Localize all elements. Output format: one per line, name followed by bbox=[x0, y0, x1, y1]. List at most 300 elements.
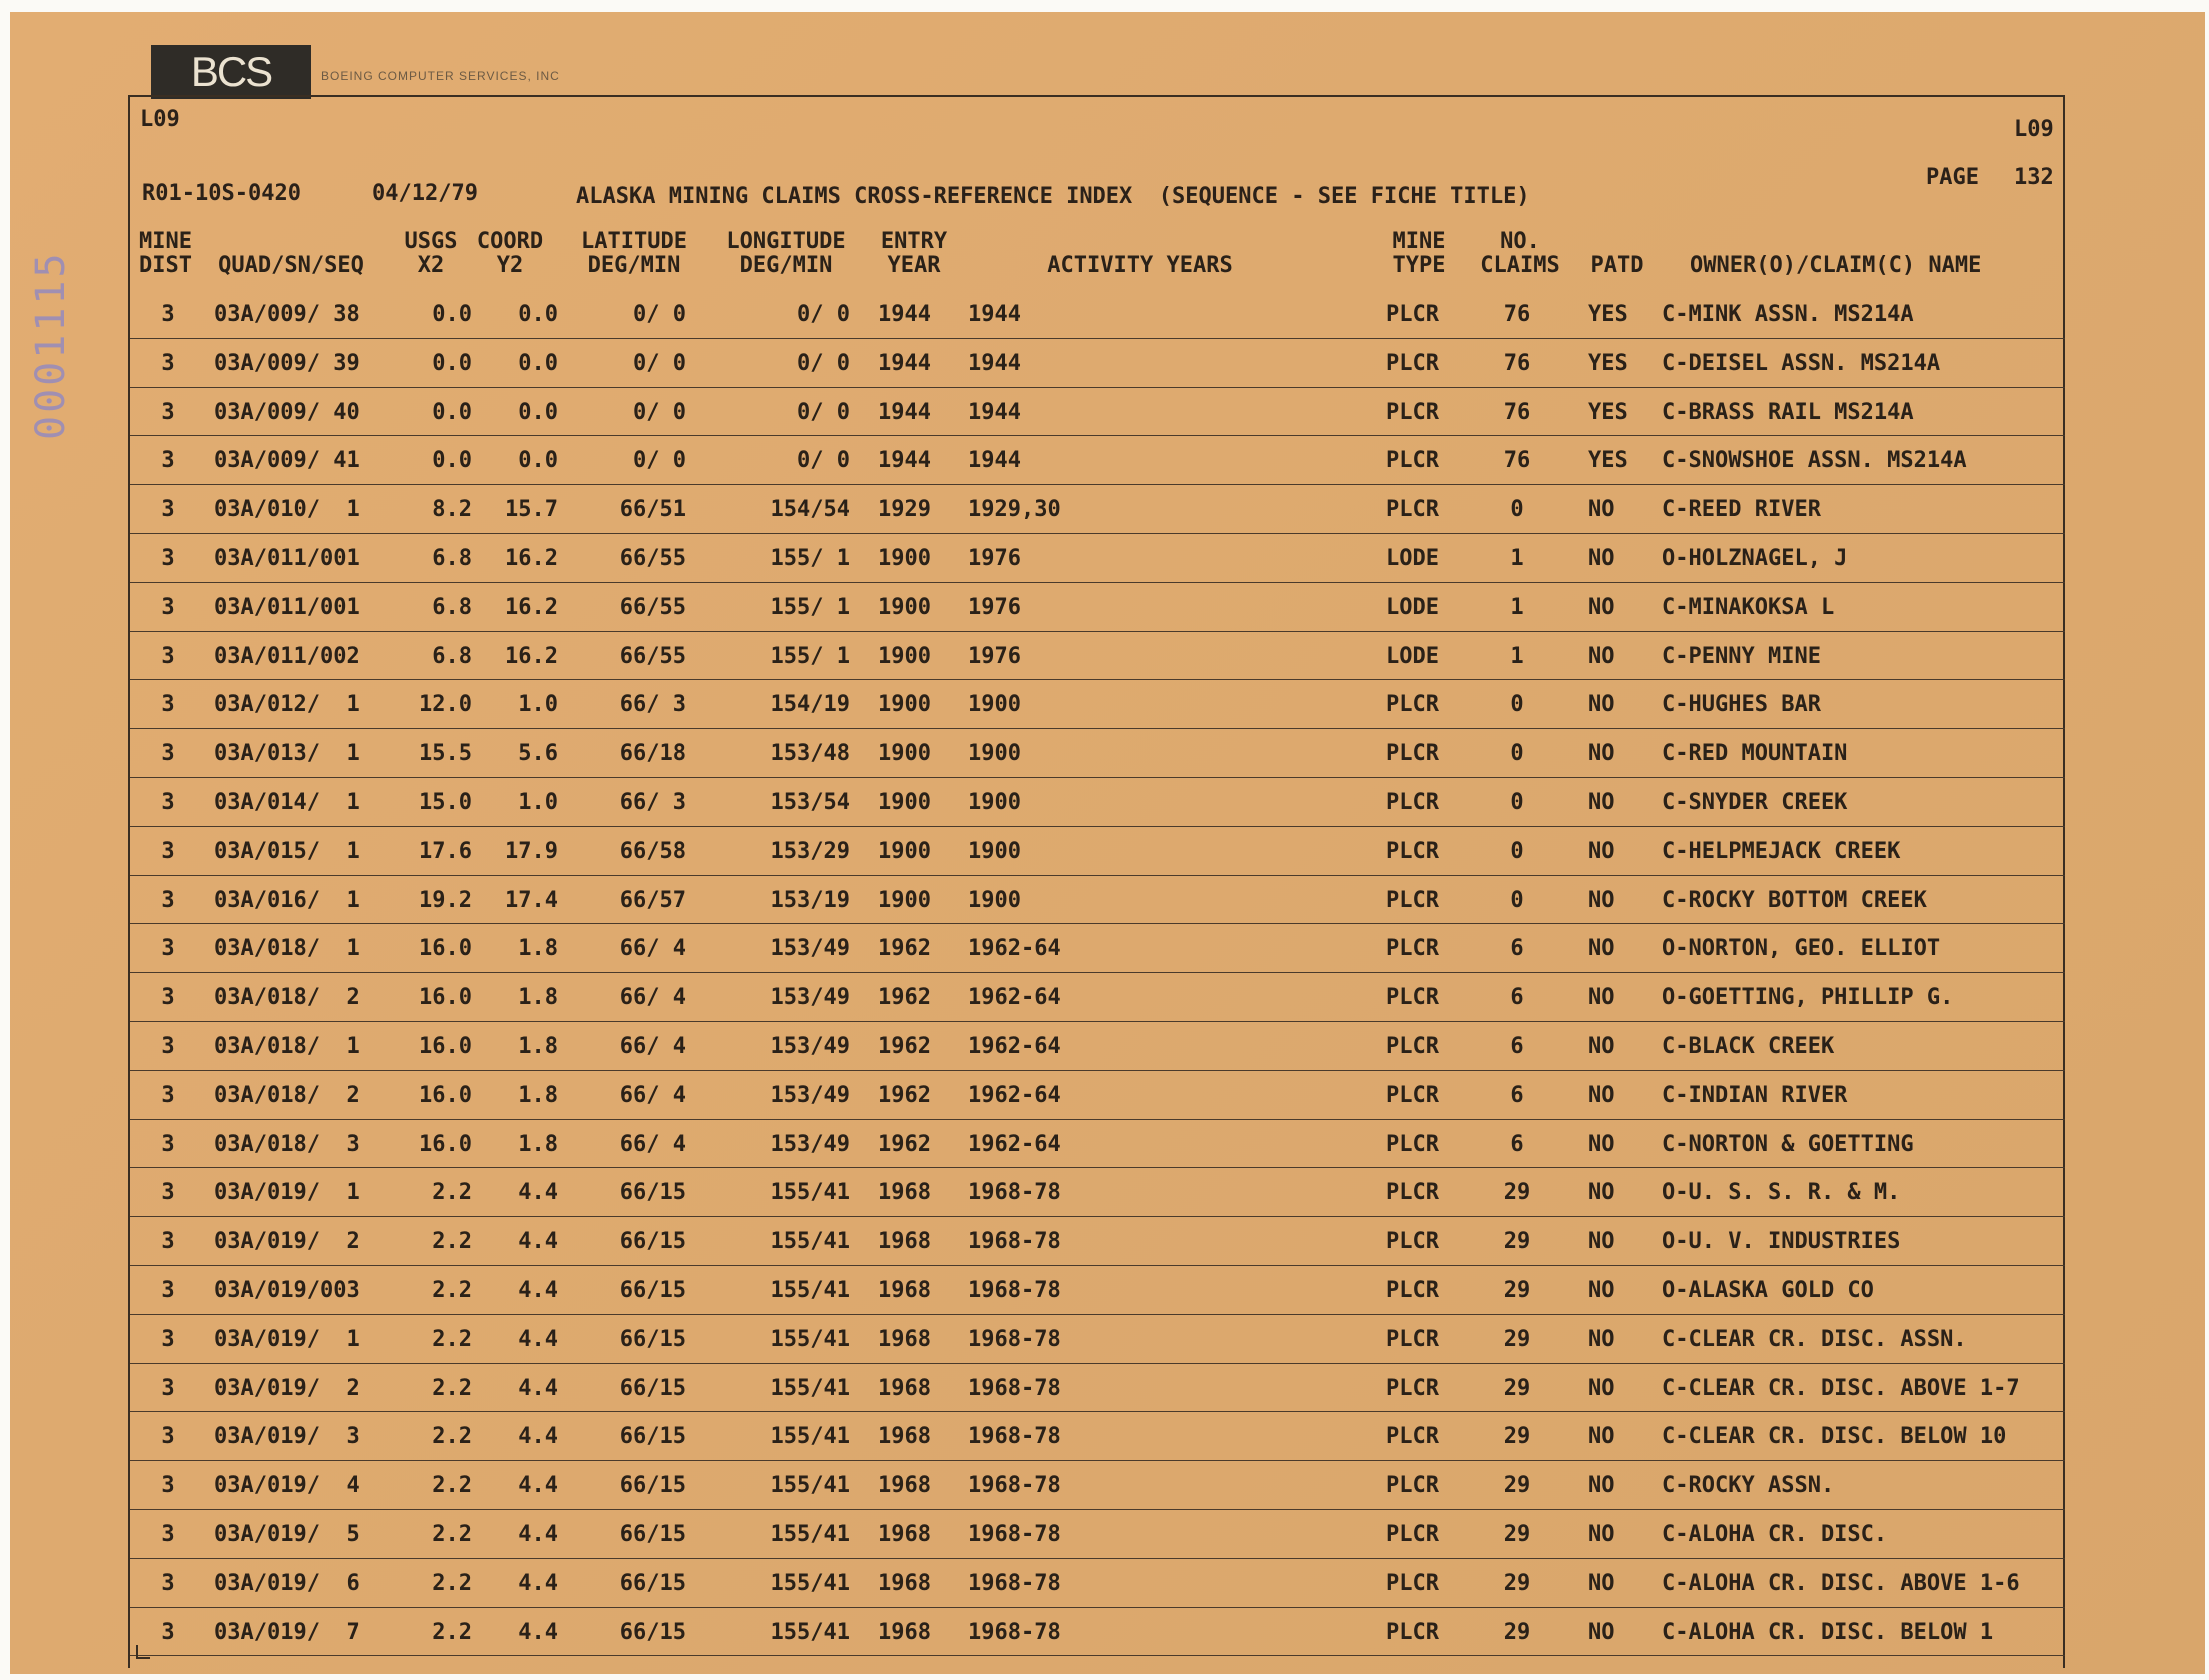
cell-x2: 2.2 bbox=[432, 1521, 472, 1547]
cell-y2: 4.4 bbox=[518, 1229, 558, 1255]
cell-y2: 4.4 bbox=[518, 1424, 558, 1450]
cell-x2: 15.0 bbox=[419, 789, 472, 815]
cell-patd: NO bbox=[1588, 1473, 1615, 1499]
cell-longitude: 155/41 bbox=[770, 1375, 850, 1401]
cell-y2: 1.8 bbox=[518, 1033, 558, 1059]
table-row bbox=[130, 1412, 2065, 1461]
cell-activity-years: 1944 bbox=[968, 399, 1021, 425]
cell-owner-claim-name: O-U. S. S. R. & M. bbox=[1662, 1180, 1901, 1206]
cell-latitude: 66/15 bbox=[619, 1521, 686, 1547]
cell-claims: 29 bbox=[1503, 1424, 1531, 1450]
cell-y2: 5.6 bbox=[518, 741, 558, 767]
cell-x2: 12.0 bbox=[419, 692, 472, 718]
cell-entry-year: 1968 bbox=[878, 1521, 931, 1547]
col-mine-dist-1: MINE bbox=[139, 229, 192, 254]
cell-patd: NO bbox=[1588, 1424, 1615, 1450]
cell-mine-dist: 3 bbox=[161, 1619, 175, 1645]
cell-y2: 4.4 bbox=[518, 1570, 558, 1596]
cell-longitude: 155/41 bbox=[770, 1424, 850, 1450]
cell-mine-type: PLCR bbox=[1386, 497, 1439, 523]
cell-x2: 16.0 bbox=[419, 1131, 472, 1157]
cell-entry-year: 1900 bbox=[878, 594, 931, 620]
cell-mine-type: PLCR bbox=[1386, 1180, 1439, 1206]
cell-longitude: 155/ 1 bbox=[770, 545, 850, 571]
cell-mine-type: PLCR bbox=[1386, 1473, 1439, 1499]
cell-longitude: 155/41 bbox=[770, 1473, 850, 1499]
col-lat-1: LATITUDE bbox=[581, 229, 687, 254]
cell-activity-years: 1968-78 bbox=[968, 1570, 1061, 1596]
cell-patd: NO bbox=[1588, 985, 1615, 1011]
cell-x2: 2.2 bbox=[432, 1570, 472, 1596]
cell-longitude: 155/41 bbox=[770, 1326, 850, 1352]
table-row bbox=[130, 1315, 2065, 1364]
col-activity bbox=[1040, 230, 1240, 278]
cell-activity-years: 1968-78 bbox=[968, 1326, 1061, 1352]
cell-owner-claim-name: C-MINAKOKSA L bbox=[1662, 594, 1835, 620]
cell-mine-dist: 3 bbox=[161, 350, 175, 376]
cell-owner-claim-name: C-HUGHES BAR bbox=[1662, 692, 1821, 718]
cell-quad: 03A/009/ 39 bbox=[214, 350, 360, 376]
cell-x2: 16.0 bbox=[419, 1082, 472, 1108]
cell-longitude: 155/41 bbox=[770, 1277, 850, 1303]
cell-quad: 03A/010/ 1 bbox=[214, 497, 360, 523]
cell-claims: 1 bbox=[1510, 594, 1524, 620]
table-row bbox=[130, 1364, 2065, 1413]
cell-patd: NO bbox=[1588, 1131, 1615, 1157]
cell-quad: 03A/019/ 6 bbox=[214, 1570, 360, 1596]
cell-longitude: 153/49 bbox=[770, 1082, 850, 1108]
claims-table bbox=[130, 290, 2065, 1656]
cell-latitude: 66/15 bbox=[619, 1277, 686, 1303]
cell-quad: 03A/018/ 1 bbox=[214, 936, 360, 962]
cell-longitude: 153/49 bbox=[770, 936, 850, 962]
cell-owner-claim-name: C-CLEAR CR. DISC. ASSN. bbox=[1662, 1326, 1967, 1352]
cell-longitude: 155/ 1 bbox=[770, 643, 850, 669]
col-x2-2: X2 bbox=[417, 253, 445, 278]
report-date: 04/12/79 bbox=[372, 181, 478, 206]
cell-mine-type: PLCR bbox=[1386, 1277, 1439, 1303]
cell-owner-claim-name: C-DEISEL ASSN. MS214A bbox=[1662, 350, 1941, 376]
cell-mine-dist: 3 bbox=[161, 594, 175, 620]
cell-claims: 6 bbox=[1510, 1033, 1524, 1059]
cell-latitude: 66/ 4 bbox=[619, 936, 686, 962]
cell-quad: 03A/019/ 7 bbox=[214, 1619, 360, 1645]
cell-claims: 76 bbox=[1503, 448, 1531, 474]
cell-mine-dist: 3 bbox=[161, 1521, 175, 1547]
cell-mine-type: PLCR bbox=[1386, 1375, 1439, 1401]
col-owner bbox=[1690, 230, 2020, 278]
cell-patd: NO bbox=[1588, 936, 1615, 962]
cell-quad: 03A/019/ 1 bbox=[214, 1180, 360, 1206]
bcs-logo: BCS bbox=[151, 45, 311, 99]
cell-claims: 0 bbox=[1510, 838, 1524, 864]
cell-quad: 03A/011/001 bbox=[214, 545, 360, 571]
cell-quad: 03A/009/ 41 bbox=[214, 448, 360, 474]
cell-patd: NO bbox=[1588, 1521, 1615, 1547]
cell-mine-dist: 3 bbox=[161, 692, 175, 718]
col-lon-1: LONGITUDE bbox=[726, 229, 846, 254]
cell-quad: 03A/009/ 40 bbox=[214, 399, 360, 425]
cell-mine-dist: 3 bbox=[161, 741, 175, 767]
col-quad-2: QUAD/SN/SEQ bbox=[218, 253, 364, 278]
cell-mine-dist: 3 bbox=[161, 1473, 175, 1499]
cell-y2: 1.0 bbox=[518, 789, 558, 815]
cell-mine-type: PLCR bbox=[1386, 692, 1439, 718]
cell-x2: 8.2 bbox=[432, 497, 472, 523]
cell-owner-claim-name: C-MINK ASSN. MS214A bbox=[1662, 302, 1914, 327]
cell-longitude: 0/ 0 bbox=[797, 350, 850, 376]
cell-entry-year: 1900 bbox=[878, 741, 931, 767]
cell-latitude: 66/15 bbox=[619, 1570, 686, 1596]
cell-latitude: 66/15 bbox=[619, 1619, 686, 1645]
cell-mine-type: LODE bbox=[1386, 545, 1439, 571]
cell-patd: NO bbox=[1588, 594, 1615, 620]
cell-mine-type: PLCR bbox=[1386, 789, 1439, 815]
cell-owner-claim-name: C-ALOHA CR. DISC. ABOVE 1-6 bbox=[1662, 1570, 2020, 1596]
cell-mine-type: PLCR bbox=[1386, 1082, 1439, 1108]
col-claims-2: CLAIMS bbox=[1480, 253, 1560, 278]
cell-owner-claim-name: O-U. V. INDUSTRIES bbox=[1662, 1229, 1901, 1255]
cell-activity-years: 1968-78 bbox=[968, 1521, 1061, 1547]
cell-owner-claim-name: O-HOLZNAGEL, J bbox=[1662, 545, 1848, 571]
cell-latitude: 66/58 bbox=[619, 838, 686, 864]
col-claims bbox=[1472, 230, 1568, 278]
cell-entry-year: 1944 bbox=[878, 350, 931, 376]
cell-x2: 2.2 bbox=[432, 1375, 472, 1401]
table-row bbox=[130, 1120, 2065, 1169]
cell-quad: 03A/019/003 bbox=[214, 1277, 360, 1303]
cell-owner-claim-name: C-SNYDER CREEK bbox=[1662, 789, 1848, 815]
cell-entry-year: 1900 bbox=[878, 643, 931, 669]
cell-y2: 17.4 bbox=[505, 887, 558, 913]
cell-quad: 03A/015/ 1 bbox=[214, 838, 360, 864]
col-type-2: TYPE bbox=[1392, 253, 1446, 278]
cell-y2: 0.0 bbox=[518, 448, 558, 474]
cell-longitude: 155/41 bbox=[770, 1521, 850, 1547]
cell-x2: 19.2 bbox=[419, 887, 472, 913]
cell-y2: 16.2 bbox=[505, 643, 558, 669]
cell-y2: 16.2 bbox=[505, 545, 558, 571]
cell-activity-years: 1976 bbox=[968, 594, 1021, 620]
cell-owner-claim-name: C-CLEAR CR. DISC. ABOVE 1-7 bbox=[1662, 1375, 2020, 1401]
cell-latitude: 0/ 0 bbox=[633, 399, 686, 425]
cell-patd: YES bbox=[1588, 350, 1628, 376]
cell-x2: 0.0 bbox=[432, 302, 472, 327]
cell-y2: 16.2 bbox=[505, 594, 558, 620]
cell-activity-years: 1976 bbox=[968, 643, 1021, 669]
col-entry-1: ENTRY bbox=[880, 229, 948, 254]
cell-activity-years: 1968-78 bbox=[968, 1180, 1061, 1206]
cell-entry-year: 1962 bbox=[878, 936, 931, 962]
table-row bbox=[130, 1559, 2065, 1608]
table-row bbox=[130, 1168, 2065, 1217]
cell-y2: 4.4 bbox=[518, 1375, 558, 1401]
col-patd-2: PATD bbox=[1590, 253, 1644, 278]
cell-claims: 29 bbox=[1503, 1277, 1531, 1303]
cell-entry-year: 1968 bbox=[878, 1277, 931, 1303]
cell-latitude: 66/57 bbox=[619, 887, 686, 913]
cell-owner-claim-name: C-BLACK CREEK bbox=[1662, 1033, 1835, 1059]
cell-activity-years: 1968-78 bbox=[968, 1229, 1061, 1255]
cell-mine-type: LODE bbox=[1386, 594, 1439, 620]
col-owner-2: OWNER(O)/CLAIM(C) NAME bbox=[1690, 253, 1982, 278]
cell-mine-dist: 3 bbox=[161, 448, 175, 474]
cell-entry-year: 1968 bbox=[878, 1424, 931, 1450]
cell-mine-type: PLCR bbox=[1386, 399, 1439, 425]
table-row bbox=[130, 1461, 2065, 1510]
cell-mine-dist: 3 bbox=[161, 838, 175, 864]
cell-patd: NO bbox=[1588, 789, 1615, 815]
cell-y2: 0.0 bbox=[518, 399, 558, 425]
cell-latitude: 0/ 0 bbox=[633, 302, 686, 327]
cell-claims: 29 bbox=[1503, 1521, 1531, 1547]
cell-quad: 03A/016/ 1 bbox=[214, 887, 360, 913]
cell-activity-years: 1900 bbox=[968, 789, 1021, 815]
cell-x2: 2.2 bbox=[432, 1619, 472, 1645]
cell-claims: 0 bbox=[1510, 497, 1524, 523]
cell-patd: YES bbox=[1588, 302, 1628, 327]
cell-entry-year: 1900 bbox=[878, 838, 931, 864]
cell-y2: 4.4 bbox=[518, 1277, 558, 1303]
cell-quad: 03A/012/ 1 bbox=[214, 692, 360, 718]
cell-entry-year: 1944 bbox=[878, 399, 931, 425]
cell-mine-dist: 3 bbox=[161, 1180, 175, 1206]
cell-mine-dist: 3 bbox=[161, 1131, 175, 1157]
cell-quad: 03A/018/ 1 bbox=[214, 1033, 360, 1059]
cell-mine-dist: 3 bbox=[161, 1277, 175, 1303]
cell-y2: 4.4 bbox=[518, 1473, 558, 1499]
col-entry bbox=[874, 230, 954, 278]
cell-y2: 0.0 bbox=[518, 350, 558, 376]
cell-entry-year: 1900 bbox=[878, 545, 931, 571]
cell-claims: 29 bbox=[1503, 1229, 1531, 1255]
cell-activity-years: 1968-78 bbox=[968, 1619, 1061, 1645]
cell-patd: NO bbox=[1588, 838, 1615, 864]
report-title: ALASKA MINING CLAIMS CROSS-REFERENCE INDEX (SEQUENCE - SEE FICHE TITLE) bbox=[576, 184, 1530, 209]
cell-entry-year: 1944 bbox=[878, 448, 931, 474]
cell-owner-claim-name: C-HELPMEJACK CREEK bbox=[1662, 838, 1901, 864]
table-row bbox=[130, 1266, 2065, 1315]
cell-mine-type: PLCR bbox=[1386, 448, 1439, 474]
table-row bbox=[130, 534, 2065, 583]
report-id: R01-10S-0420 bbox=[142, 181, 301, 206]
cell-entry-year: 1900 bbox=[878, 789, 931, 815]
cell-y2: 1.8 bbox=[518, 985, 558, 1011]
cell-activity-years: 1900 bbox=[968, 692, 1021, 718]
cell-longitude: 153/19 bbox=[770, 887, 850, 913]
table-row bbox=[130, 876, 2065, 925]
cell-mine-type: PLCR bbox=[1386, 1131, 1439, 1157]
cell-mine-type: PLCR bbox=[1386, 1229, 1439, 1255]
cell-quad: 03A/019/ 2 bbox=[214, 1229, 360, 1255]
cell-patd: NO bbox=[1588, 643, 1615, 669]
cell-y2: 1.8 bbox=[518, 936, 558, 962]
cell-activity-years: 1900 bbox=[968, 741, 1021, 767]
table-row bbox=[130, 1071, 2065, 1120]
cell-patd: NO bbox=[1588, 1570, 1615, 1596]
cell-owner-claim-name: C-BRASS RAIL MS214A bbox=[1662, 399, 1914, 425]
col-y2 bbox=[470, 230, 550, 278]
cell-activity-years: 1900 bbox=[968, 887, 1021, 913]
cell-entry-year: 1968 bbox=[878, 1473, 931, 1499]
col-activity-2: ACTIVITY YEARS bbox=[1047, 253, 1233, 278]
col-mine-dist bbox=[139, 230, 205, 278]
cell-claims: 0 bbox=[1510, 887, 1524, 913]
cell-y2: 15.7 bbox=[505, 497, 558, 523]
table-row bbox=[130, 1608, 2065, 1657]
cell-longitude: 155/41 bbox=[770, 1180, 850, 1206]
cell-quad: 03A/018/ 2 bbox=[214, 1082, 360, 1108]
cell-activity-years: 1944 bbox=[968, 350, 1021, 376]
cell-patd: NO bbox=[1588, 497, 1615, 523]
cell-latitude: 66/15 bbox=[619, 1473, 686, 1499]
col-lat-2: DEG/MIN bbox=[587, 253, 681, 278]
col-claims-1: NO. bbox=[1500, 229, 1540, 254]
cell-mine-dist: 3 bbox=[161, 887, 175, 913]
cell-entry-year: 1900 bbox=[878, 887, 931, 913]
cell-mine-dist: 3 bbox=[161, 985, 175, 1011]
cell-x2: 6.8 bbox=[432, 545, 472, 571]
table-row bbox=[130, 1510, 2065, 1559]
col-entry-2: YEAR bbox=[887, 253, 941, 278]
cell-mine-dist: 3 bbox=[161, 1082, 175, 1108]
cell-entry-year: 1968 bbox=[878, 1180, 931, 1206]
table-row bbox=[130, 973, 2065, 1022]
cell-mine-dist: 3 bbox=[161, 399, 175, 425]
cell-longitude: 153/49 bbox=[770, 1033, 850, 1059]
cell-latitude: 66/51 bbox=[619, 497, 686, 523]
col-lon bbox=[716, 230, 856, 278]
cell-latitude: 66/ 4 bbox=[619, 985, 686, 1011]
cell-activity-years: 1962-64 bbox=[968, 985, 1061, 1011]
cell-claims: 29 bbox=[1503, 1326, 1531, 1352]
col-type bbox=[1384, 230, 1454, 278]
cell-longitude: 153/49 bbox=[770, 1131, 850, 1157]
cell-latitude: 66/ 3 bbox=[619, 692, 686, 718]
cell-longitude: 155/41 bbox=[770, 1229, 850, 1255]
cell-x2: 16.0 bbox=[419, 1033, 472, 1059]
col-y2-1: COORD bbox=[476, 229, 544, 254]
cell-longitude: 153/29 bbox=[770, 838, 850, 864]
cell-entry-year: 1929 bbox=[878, 497, 931, 523]
cell-mine-dist: 3 bbox=[161, 302, 175, 327]
cell-mine-type: PLCR bbox=[1386, 1521, 1439, 1547]
page-label: PAGE bbox=[1926, 165, 1979, 190]
table-row bbox=[130, 827, 2065, 876]
cell-quad: 03A/018/ 2 bbox=[214, 985, 360, 1011]
cell-longitude: 153/48 bbox=[770, 741, 850, 767]
cell-y2: 1.0 bbox=[518, 692, 558, 718]
cell-x2: 2.2 bbox=[432, 1326, 472, 1352]
table-row bbox=[130, 1217, 2065, 1266]
cell-entry-year: 1968 bbox=[878, 1229, 931, 1255]
cell-mine-dist: 3 bbox=[161, 936, 175, 962]
cell-x2: 0.0 bbox=[432, 399, 472, 425]
page-number: 132 bbox=[2014, 165, 2054, 190]
cell-latitude: 66/ 4 bbox=[619, 1131, 686, 1157]
cell-mine-dist: 3 bbox=[161, 643, 175, 669]
cell-mine-dist: 3 bbox=[161, 1424, 175, 1450]
table-row bbox=[130, 485, 2065, 534]
cell-x2: 15.5 bbox=[419, 741, 472, 767]
cell-mine-dist: 3 bbox=[161, 1229, 175, 1255]
cell-x2: 2.2 bbox=[432, 1424, 472, 1450]
cell-longitude: 0/ 0 bbox=[797, 448, 850, 474]
cell-x2: 17.6 bbox=[419, 838, 472, 864]
cell-longitude: 0/ 0 bbox=[797, 399, 850, 425]
cell-activity-years: 1962-64 bbox=[968, 936, 1061, 962]
cell-latitude: 66/55 bbox=[619, 643, 686, 669]
col-y2-2: Y2 bbox=[496, 253, 524, 278]
cell-owner-claim-name: O-ALASKA GOLD CO bbox=[1662, 1277, 1874, 1303]
cell-owner-claim-name: C-CLEAR CR. DISC. BELOW 10 bbox=[1662, 1424, 2007, 1450]
cell-latitude: 66/55 bbox=[619, 545, 686, 571]
cell-claims: 76 bbox=[1503, 302, 1531, 327]
cell-mine-type: PLCR bbox=[1386, 1033, 1439, 1059]
cell-latitude: 66/ 4 bbox=[619, 1033, 686, 1059]
cell-claims: 76 bbox=[1503, 350, 1531, 376]
cell-patd: YES bbox=[1588, 399, 1628, 425]
cell-activity-years: 1944 bbox=[968, 448, 1021, 474]
cell-latitude: 0/ 0 bbox=[633, 448, 686, 474]
cell-owner-claim-name: C-RED MOUNTAIN bbox=[1662, 741, 1848, 767]
cell-y2: 4.4 bbox=[518, 1326, 558, 1352]
cell-quad: 03A/019/ 3 bbox=[214, 1424, 360, 1450]
cell-y2: 1.8 bbox=[518, 1131, 558, 1157]
col-patd bbox=[1584, 230, 1650, 278]
cell-latitude: 66/15 bbox=[619, 1326, 686, 1352]
cell-activity-years: 1976 bbox=[968, 545, 1021, 571]
cell-activity-years: 1962-64 bbox=[968, 1082, 1061, 1108]
cell-mine-dist: 3 bbox=[161, 1033, 175, 1059]
cell-activity-years: 1962-64 bbox=[968, 1131, 1061, 1157]
cell-activity-years: 1968-78 bbox=[968, 1473, 1061, 1499]
cell-claims: 0 bbox=[1510, 741, 1524, 767]
cell-claims: 29 bbox=[1503, 1180, 1531, 1206]
col-x2 bbox=[396, 230, 466, 278]
cell-latitude: 66/15 bbox=[619, 1180, 686, 1206]
cell-patd: NO bbox=[1588, 1619, 1615, 1645]
table-row bbox=[130, 583, 2065, 632]
cell-activity-years: 1944 bbox=[968, 302, 1021, 327]
cell-longitude: 155/41 bbox=[770, 1619, 850, 1645]
cell-activity-years: 1900 bbox=[968, 838, 1021, 864]
cell-mine-type: LODE bbox=[1386, 643, 1439, 669]
frame-corner bbox=[136, 1645, 150, 1659]
cell-activity-years: 1962-64 bbox=[968, 1033, 1061, 1059]
cell-mine-dist: 3 bbox=[161, 1326, 175, 1352]
cell-claims: 6 bbox=[1510, 936, 1524, 962]
cell-latitude: 66/55 bbox=[619, 594, 686, 620]
table-row bbox=[130, 632, 2065, 681]
cell-quad: 03A/011/002 bbox=[214, 643, 360, 669]
cell-longitude: 155/41 bbox=[770, 1570, 850, 1596]
company-name: BOEING COMPUTER SERVICES, INC bbox=[321, 69, 560, 83]
cell-mine-dist: 3 bbox=[161, 789, 175, 815]
col-patd-1 bbox=[1584, 230, 1650, 254]
cell-activity-years: 1968-78 bbox=[968, 1277, 1061, 1303]
cell-quad: 03A/019/ 2 bbox=[214, 1375, 360, 1401]
cell-owner-claim-name: O-GOETTING, PHILLIP G. bbox=[1662, 985, 1954, 1011]
table-row bbox=[130, 778, 2065, 827]
cell-entry-year: 1962 bbox=[878, 1131, 931, 1157]
cell-entry-year: 1962 bbox=[878, 1082, 931, 1108]
cell-entry-year: 1968 bbox=[878, 1326, 931, 1352]
col-x2-1: USGS bbox=[404, 229, 458, 254]
table-row bbox=[130, 339, 2065, 388]
table-row bbox=[130, 1022, 2065, 1071]
cell-mine-type: PLCR bbox=[1386, 1570, 1439, 1596]
